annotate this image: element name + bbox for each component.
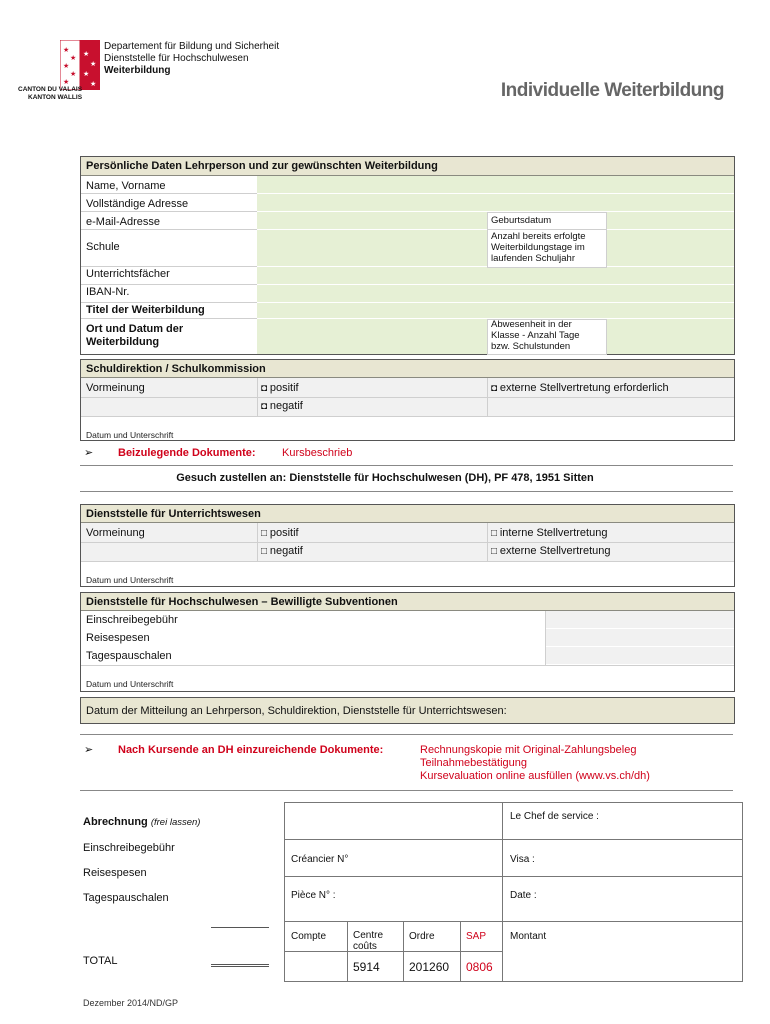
training-days-field[interactable] (606, 230, 734, 266)
visa-label: Visa : (510, 854, 535, 865)
svg-text:★: ★ (90, 60, 97, 68)
svg-text:★: ★ (70, 54, 77, 62)
subtotal-line (211, 927, 269, 928)
section-education-office (80, 504, 735, 587)
total-label: TOTAL (83, 955, 118, 967)
dept-line2: Dienststelle für Hochschulwesen (104, 53, 249, 64)
compte-label: Compte (291, 931, 327, 942)
external-replacement-option[interactable]: □ externe Stellvertretung (491, 545, 611, 557)
school-field[interactable] (257, 230, 487, 266)
canton-name-fr: CANTON DU VALAIS (18, 86, 83, 93)
subjects-field[interactable] (257, 267, 734, 284)
svg-text:★: ★ (63, 62, 70, 70)
section-school-direction (80, 359, 735, 441)
section-title: Dienststelle für Unterrichtswesen (86, 508, 261, 520)
fee-field[interactable] (546, 611, 734, 628)
negative-option[interactable]: □ negatif (261, 545, 303, 557)
signature-label: Datum und Unterschrift (86, 430, 174, 440)
bullet-icon: ➢ (84, 744, 94, 756)
email-label: e-Mail-Adresse (86, 216, 160, 228)
notification-box (80, 697, 735, 724)
chef-label: Le Chef de service : (510, 811, 599, 822)
section-title: Dienststelle für Hochschulwesen – Bewilligte Subventionen (86, 596, 398, 608)
bullet-icon: ➢ (84, 447, 94, 459)
footer-date: Dezember 2014/ND/GP (83, 998, 179, 1008)
billing-travel-label: Reisespesen (83, 867, 147, 879)
positive-option[interactable]: ◘ positif (261, 382, 299, 394)
total-line (211, 964, 269, 967)
birthdate-field[interactable] (606, 212, 734, 229)
notification-label: Datum der Mitteilung an Lehrperson, Schuldirektion, Dienststelle für Unterrichtswesen: (86, 705, 507, 717)
external-replacement-option[interactable]: ◘ externe Stellvertretung erforderlich (491, 382, 669, 394)
svg-text:★: ★ (90, 80, 97, 88)
centre-label-2: coûts (353, 941, 377, 952)
svg-text:★: ★ (83, 70, 90, 78)
svg-text:★: ★ (83, 50, 90, 58)
section-subsidies (80, 592, 735, 692)
school-label: Schule (86, 241, 120, 253)
after-course-item: Rechnungskopie mit Original-Zahlungsbeleg (420, 744, 637, 756)
billing-fee-label: Einschreibegebühr (83, 842, 175, 854)
section-personal-data (80, 156, 735, 355)
billing-daily-label: Tagespauschalen (83, 892, 169, 904)
place-date-label-2: Weiterbildung (86, 336, 160, 348)
montant-label: Montant (510, 931, 547, 942)
checkbox-icon[interactable]: ◘ (491, 383, 500, 394)
send-to-address: Gesuch zustellen an: Dienststelle für Hochschulwesen (DH), PF 478, 1951 Sitten (176, 472, 594, 484)
name-field[interactable] (257, 176, 734, 193)
section-title: Schuldirektion / Schulkommission (86, 363, 266, 375)
birthdate-label: Geburtsdatum (491, 215, 552, 226)
creancier-label: Créancier N° (291, 854, 349, 865)
document-title: Individuelle Weiterbildung (500, 80, 724, 101)
checkbox-icon[interactable]: ◘ (261, 401, 270, 412)
course-title-field[interactable] (257, 303, 734, 318)
ordre-label: Ordre (409, 931, 435, 942)
training-days-label-2: Weiterbildungstage im (491, 242, 585, 253)
signature-label: Datum und Unterschrift (86, 575, 174, 585)
training-days-label-3: laufenden Schuljahr (491, 253, 575, 264)
name-label: Name, Vorname (86, 180, 166, 192)
billing-title: Abrechnung (frei lassen) (83, 816, 201, 828)
daily-label: Tagespauschalen (86, 650, 172, 662)
subjects-label: Unterrichtsfächer (86, 268, 170, 280)
checkbox-icon[interactable]: □ (491, 546, 500, 557)
dept-line3: Weiterbildung (104, 65, 171, 76)
canton-logo (60, 40, 100, 90)
checkbox-icon[interactable]: □ (261, 546, 270, 557)
checkbox-icon[interactable]: ◘ (261, 383, 270, 394)
attachments-value: Kursbeschrieb (282, 447, 353, 459)
travel-field[interactable] (546, 629, 734, 646)
after-course-label: Nach Kursende an DH einzureichende Dokumente: (118, 744, 384, 756)
vormeinung-label: Vormeinung (86, 527, 145, 539)
dept-line1: Departement für Bildung und Sicherheit (104, 41, 280, 52)
vormeinung-label: Vormeinung (86, 382, 145, 394)
iban-field[interactable] (257, 285, 734, 302)
training-days-label-1: Anzahl bereits erfolgte (491, 231, 586, 242)
daily-field[interactable] (546, 647, 734, 664)
administration-box (284, 802, 743, 982)
absence-label-1: Abwesenheit in der (491, 319, 572, 330)
piece-label: Pièce N° : (291, 890, 336, 901)
signature-label: Datum und Unterschrift (86, 679, 174, 689)
centre-value: 5914 (353, 960, 380, 974)
svg-text:★: ★ (70, 70, 77, 78)
svg-text:★: ★ (63, 78, 70, 86)
address-field[interactable] (257, 194, 734, 211)
internal-replacement-option[interactable]: □ interne Stellvertretung (491, 527, 608, 539)
canton-name-de: KANTON WALLIS (28, 94, 83, 101)
course-title-label: Titel der Weiterbildung (86, 304, 205, 316)
absence-label-3: bzw. Schulstunden (491, 341, 571, 352)
attachments-label: Beizulegende Dokumente: (118, 447, 256, 459)
absence-field[interactable] (606, 319, 734, 354)
address-label: Vollständige Adresse (86, 198, 189, 210)
centre-label-1: Centre (353, 930, 384, 941)
date-label: Date : (510, 890, 537, 901)
sap-value: 0806 (466, 960, 493, 974)
travel-label: Reisespesen (86, 632, 150, 644)
checkbox-icon[interactable]: □ (261, 528, 270, 539)
positive-option[interactable]: □ positif (261, 527, 299, 539)
iban-label: IBAN-Nr. (86, 286, 130, 298)
ordre-value: 201260 (409, 960, 450, 974)
negative-option[interactable]: ◘ negatif (261, 400, 303, 412)
section-title: Persönliche Daten Lehrperson und zur gewünschten Weiterbildung (86, 160, 438, 172)
sap-label: SAP (466, 931, 487, 942)
absence-label-2: Klasse - Anzahl Tage (491, 330, 580, 341)
checkbox-icon[interactable]: □ (491, 528, 500, 539)
after-course-item: Kursevaluation online ausfüllen (www.vs.ch/dh) (420, 770, 650, 782)
after-course-item: Teilnahmebestätigung (420, 757, 528, 769)
place-date-field[interactable] (257, 319, 487, 354)
email-field[interactable] (257, 212, 487, 229)
fee-label: Einschreibegebühr (86, 614, 178, 626)
svg-text:★: ★ (63, 46, 70, 54)
place-date-label-1: Ort und Datum der (86, 323, 184, 335)
